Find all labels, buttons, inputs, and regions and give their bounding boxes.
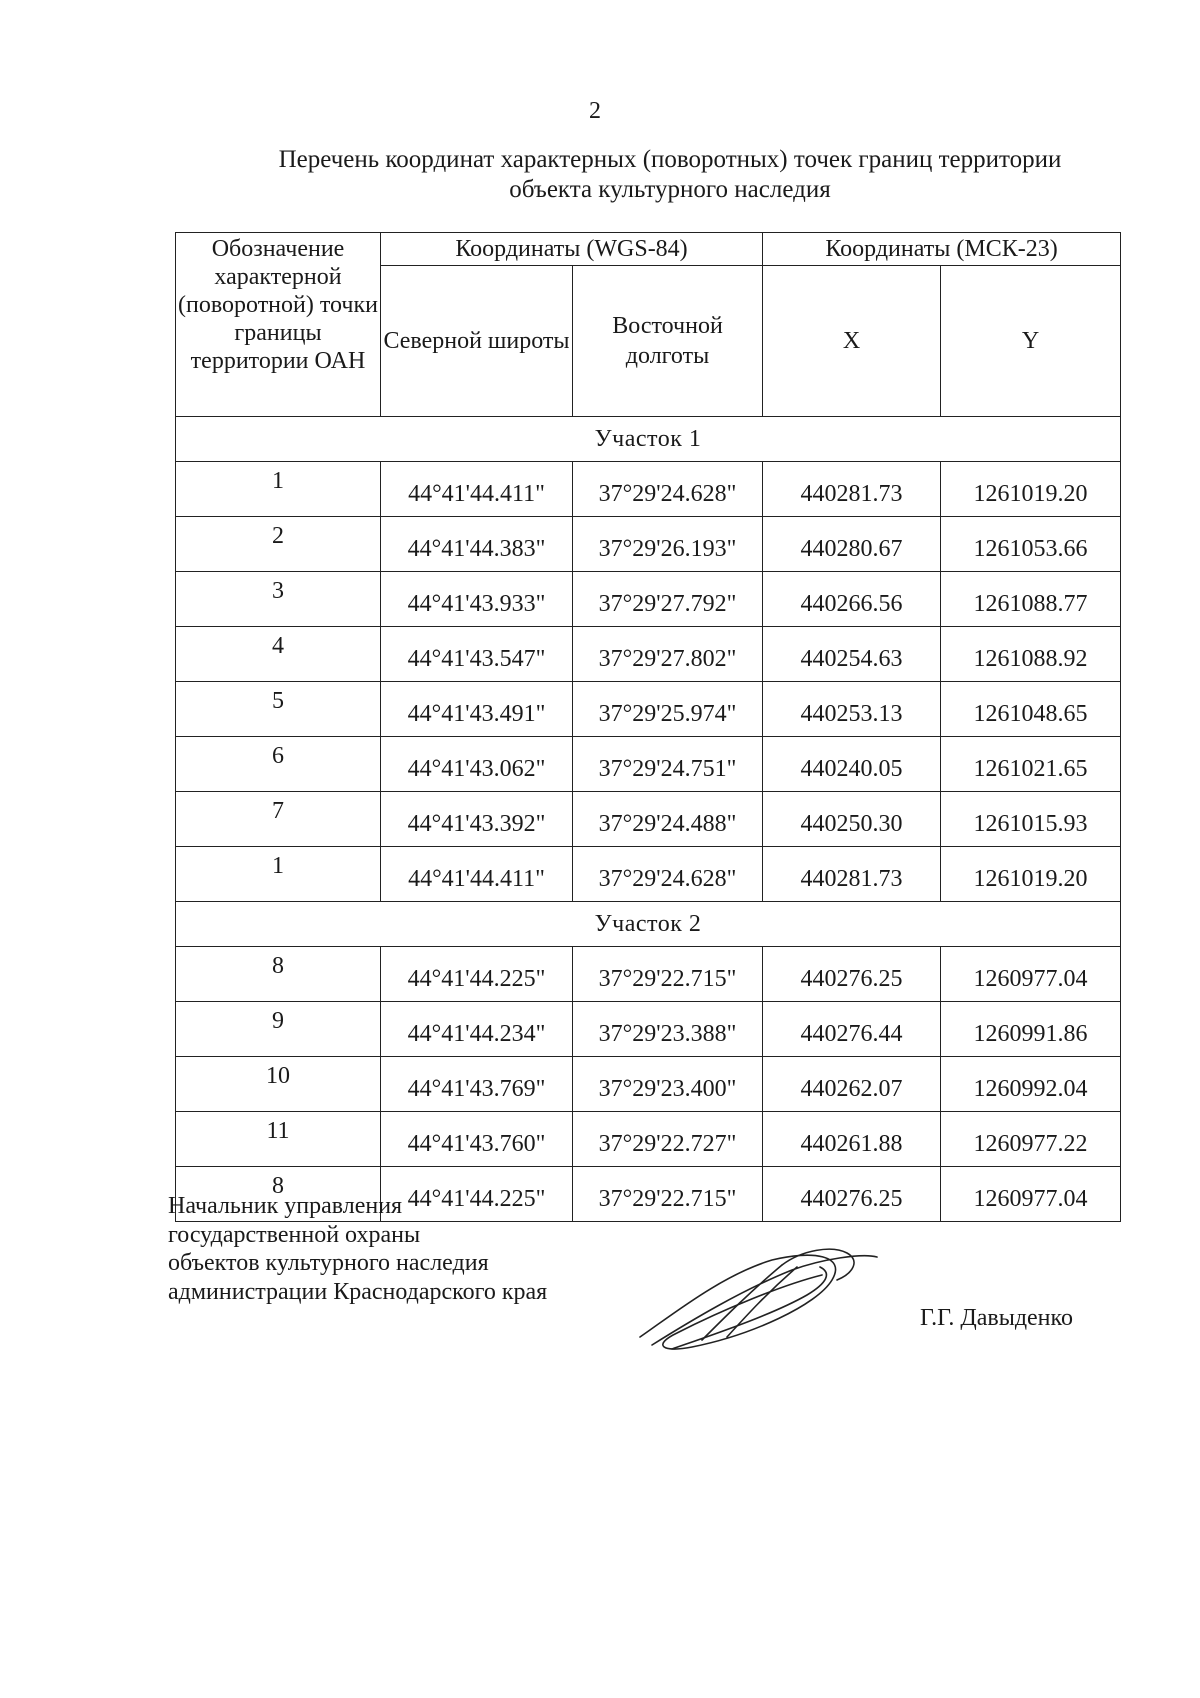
north-latitude-header: Северной широты xyxy=(381,266,573,417)
table-row xyxy=(176,462,1121,517)
x-header: X xyxy=(763,266,941,417)
longitude-cell: 37°29'24.751" xyxy=(573,737,763,792)
x-coordinate-cell: 440250.30 xyxy=(763,792,941,847)
longitude-cell: 37°29'24.488" xyxy=(573,792,763,847)
wgs84-group-header: Координаты (WGS-84) xyxy=(381,233,763,266)
table-row xyxy=(176,627,1121,682)
position-line-3: объектов культурного наследия xyxy=(168,1250,489,1276)
y-coordinate-cell: 1261053.66 xyxy=(941,517,1121,572)
latitude-cell: 44°41'44.225" xyxy=(381,947,573,1002)
y-coordinate-cell: 1260977.22 xyxy=(941,1112,1121,1167)
point-number-cell: 1 xyxy=(176,462,381,517)
latitude-cell: 44°41'43.760" xyxy=(381,1112,573,1167)
y-coordinate-cell: 1261019.20 xyxy=(941,847,1121,902)
longitude-cell: 37°29'27.802" xyxy=(573,627,763,682)
latitude-cell: 44°41'44.411" xyxy=(381,462,573,517)
position-line-4: администрации Краснодарского края xyxy=(168,1278,548,1305)
latitude-cell: 44°41'43.933" xyxy=(381,572,573,627)
latitude-cell: 44°41'43.392" xyxy=(381,792,573,847)
x-coordinate-cell: 440262.07 xyxy=(763,1057,941,1112)
latitude-cell: 44°41'43.491" xyxy=(381,682,573,737)
document-title xyxy=(170,145,1170,205)
page-number: 2 xyxy=(589,98,601,124)
table-row xyxy=(176,1112,1121,1167)
x-coordinate-cell: 440254.63 xyxy=(763,627,941,682)
x-coordinate-cell: 440240.05 xyxy=(763,737,941,792)
latitude-cell: 44°41'43.769" xyxy=(381,1057,573,1112)
section-row xyxy=(176,902,1121,947)
longitude-cell: 37°29'23.388" xyxy=(573,1002,763,1057)
point-number-cell: 11 xyxy=(176,1112,381,1167)
longitude-cell: 37°29'27.792" xyxy=(573,572,763,627)
x-coordinate-cell: 440276.25 xyxy=(763,1167,941,1222)
y-coordinate-cell: 1261088.92 xyxy=(941,627,1121,682)
y-coordinate-cell: 1261048.65 xyxy=(941,682,1121,737)
y-coordinate-cell: 1260977.04 xyxy=(941,1167,1121,1222)
longitude-cell: 37°29'23.400" xyxy=(573,1057,763,1112)
point-number-cell: 5 xyxy=(176,682,381,737)
msk23-group-header: Координаты (МСК-23) xyxy=(763,233,1121,266)
point-number-cell: 4 xyxy=(176,627,381,682)
point-number-cell: 8 xyxy=(176,947,381,1002)
point-number-cell: 8 xyxy=(176,1167,381,1222)
point-number-cell: 6 xyxy=(176,737,381,792)
table-row xyxy=(176,1002,1121,1057)
latitude-cell: 44°41'44.383" xyxy=(381,517,573,572)
table-row xyxy=(176,682,1121,737)
point-number-cell: 9 xyxy=(176,1002,381,1057)
y-header: Y xyxy=(941,266,1121,417)
table-row xyxy=(176,517,1121,572)
longitude-cell: 37°29'24.628" xyxy=(573,847,763,902)
point-number-cell: 3 xyxy=(176,572,381,627)
x-coordinate-cell: 440253.13 xyxy=(763,682,941,737)
y-coordinate-cell: 1261021.65 xyxy=(941,737,1121,792)
section-row xyxy=(176,417,1121,462)
point-number-cell: 2 xyxy=(176,517,381,572)
section-label: Участок 1 xyxy=(176,417,1121,462)
longitude-cell: 37°29'22.715" xyxy=(573,1167,763,1222)
y-coordinate-cell: 1261015.93 xyxy=(941,792,1121,847)
position-line-2: государственной охраны xyxy=(168,1221,421,1248)
title-line-1: Перечень координат характерных (поворотных) точек границ территории xyxy=(278,146,1062,173)
latitude-cell: 44°41'43.547" xyxy=(381,627,573,682)
longitude-cell: 37°29'26.193" xyxy=(573,517,763,572)
y-coordinate-cell: 1261019.20 xyxy=(941,462,1121,517)
x-coordinate-cell: 440266.56 xyxy=(763,572,941,627)
longitude-cell: 37°29'22.727" xyxy=(573,1112,763,1167)
title-line-2: объекта культурного наследия xyxy=(509,176,831,203)
east-longitude-header: Восточной долготы xyxy=(573,266,763,417)
point-number-cell: 1 xyxy=(176,847,381,902)
longitude-cell: 37°29'25.974" xyxy=(573,682,763,737)
x-coordinate-cell: 440276.44 xyxy=(763,1002,941,1057)
table-row xyxy=(176,792,1121,847)
table-body xyxy=(176,417,1121,1222)
y-coordinate-cell: 1261088.77 xyxy=(941,572,1121,627)
x-coordinate-cell: 440281.73 xyxy=(763,847,941,902)
section-label: Участок 2 xyxy=(176,902,1121,947)
longitude-cell: 37°29'24.628" xyxy=(573,462,763,517)
table-row xyxy=(176,572,1121,627)
table-row xyxy=(176,947,1121,1002)
handwritten-signature xyxy=(632,1245,882,1355)
y-coordinate-cell: 1260977.04 xyxy=(941,947,1121,1002)
x-coordinate-cell: 440280.67 xyxy=(763,517,941,572)
position-line-1: Начальник управления xyxy=(168,1193,403,1219)
signer-name: Г.Г. Давыденко xyxy=(920,1305,1073,1331)
x-coordinate-cell: 440276.25 xyxy=(763,947,941,1002)
point-number-cell: 10 xyxy=(176,1057,381,1112)
latitude-cell: 44°41'44.234" xyxy=(381,1002,573,1057)
coordinates-table xyxy=(175,232,1121,1222)
point-number-cell: 7 xyxy=(176,792,381,847)
latitude-cell: 44°41'44.225" xyxy=(381,1167,573,1222)
y-coordinate-cell: 1260992.04 xyxy=(941,1057,1121,1112)
y-coordinate-cell: 1260991.86 xyxy=(941,1002,1121,1057)
table-row xyxy=(176,1057,1121,1112)
x-coordinate-cell: 440261.88 xyxy=(763,1112,941,1167)
latitude-cell: 44°41'44.411" xyxy=(381,847,573,902)
table-row xyxy=(176,737,1121,792)
longitude-cell: 37°29'22.715" xyxy=(573,947,763,1002)
table-row xyxy=(176,847,1121,902)
latitude-cell: 44°41'43.062" xyxy=(381,737,573,792)
point-designation-header: Обозначение характерной (поворотной) точки границы территории ОАН xyxy=(176,233,381,417)
x-coordinate-cell: 440281.73 xyxy=(763,462,941,517)
signatory-position xyxy=(168,1192,547,1306)
